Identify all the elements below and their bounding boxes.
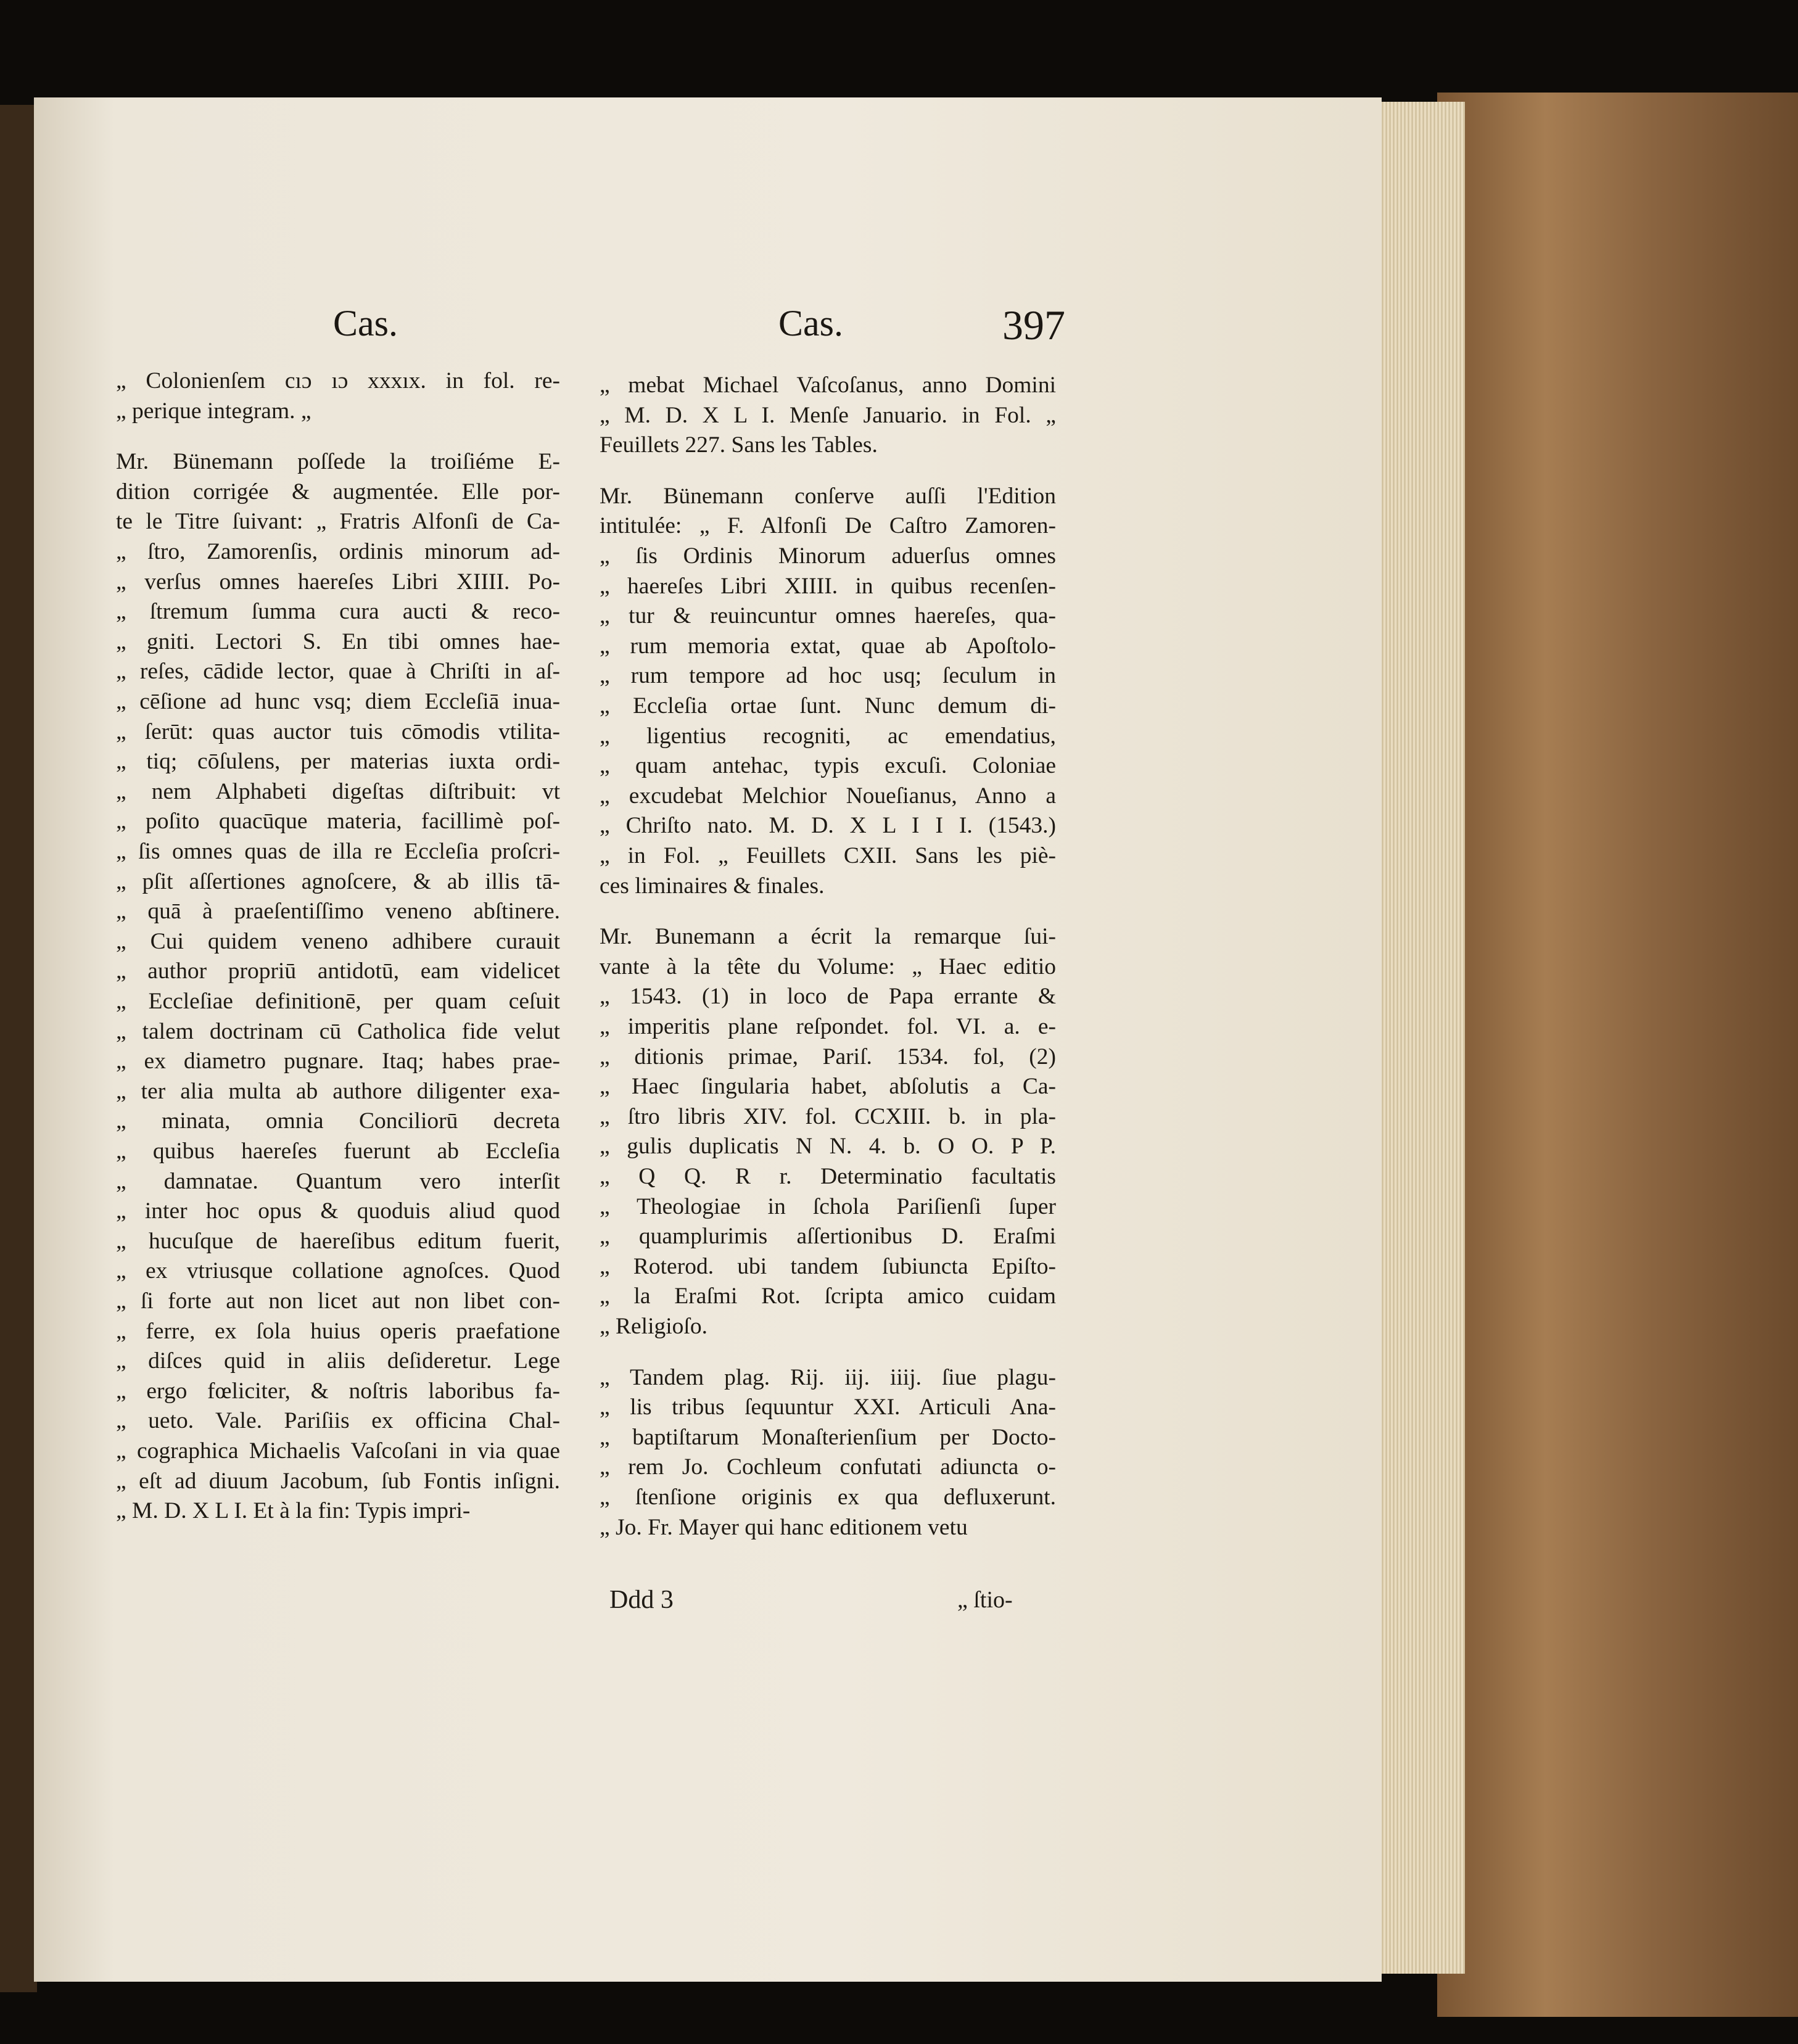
text-line: „ quā à praeſentiſſimo veneno abſtinere. (116, 899, 560, 925)
text-line: „ hucuſque de haereſibus editum fuerit, (116, 1228, 560, 1254)
text-line: „ ſi forte aut non licet aut non libet con- (116, 1288, 560, 1314)
text-line: „ lis tribus ſequuntur XXI. Articuli Ana- (600, 1395, 1056, 1420)
text-line: „ ex diametro pugnare. Itaq; habes prae- (116, 1049, 560, 1074)
text-line: „ baptiſtarum Monaſterienſium per Docto- (600, 1424, 1056, 1450)
text-line: „ excudebat Melchior Noueſianus, Anno a (600, 783, 1056, 809)
text-line: „ ſtro libris XIV. fol. CCXIII. b. in pla- (600, 1103, 1056, 1129)
text-line: „ tur & reuincuntur omnes haereſes, qua- (600, 603, 1056, 629)
text-line: Mr. Bünemann poſſede la troiſiéme E- (116, 449, 560, 475)
text-line: „ la Eraſmi Rot. ſcripta amico cuidam (600, 1284, 1056, 1309)
text-line: „ Colonienſem cıɔ ıɔ xxxıx. in fol. re- (116, 368, 560, 394)
text-line: „ ditionis primae, Pariſ. 1534. fol, (2) (600, 1044, 1056, 1069)
text-line: „ ueto. Vale. Pariſiis ex officina Chal- (116, 1408, 560, 1434)
text-line: „ Tandem plag. Rij. iij. iiij. ſiue plagu- (600, 1364, 1056, 1390)
text-line: „ ſis Ordinis Minorum aduerſus omnes (600, 543, 1056, 569)
text-line: „ inter hoc opus & quoduis aliud quod (116, 1198, 560, 1224)
text-line: „ quibus haereſes fuerunt ab Eccleſia (116, 1139, 560, 1164)
text-line: „ in Fol. „ Feuillets CXII. Sans les piè- (600, 843, 1056, 869)
text-line: „ haereſes Libri XIIII. in quibus recenſen- (600, 573, 1056, 599)
left-running-head: Cas. (333, 303, 398, 344)
text-line: „ ter alia multa ab authore diligenter exa- (116, 1078, 560, 1104)
text-line: „ Chriſto nato. M. D. X L I I I. (1543.) (600, 813, 1056, 839)
text-line: „ ſtremum ſumma cura aucti & reco- (116, 599, 560, 625)
text-line: te le Titre ſuivant: „ Fratris Alfonſi de Ca- (116, 509, 560, 535)
text-line: „ Theologiae in ſchola Pariſienſi ſuper (600, 1193, 1056, 1219)
text-line: „ Roterod. ubi tandem ſubiuncta Epiſto- (600, 1253, 1056, 1279)
text-line: „ Haec ſingularia habet, abſolutis a Ca- (600, 1074, 1056, 1100)
text-line: „ cographica Michaelis Vaſcoſani in via quae (116, 1438, 560, 1464)
signature-mark: Ddd 3 (609, 1586, 674, 1614)
text-line: „ gniti. Lectori S. En tibi omnes hae- (116, 628, 560, 654)
text-line: „ Jo. Fr. Mayer qui hanc editionem vetu (600, 1514, 968, 1540)
text-line: ces liminaires & finales. (600, 873, 825, 899)
text-line: „ Cui quidem veneno adhibere curauit (116, 928, 560, 954)
text-line: „ Eccleſia ortae ſunt. Nunc demum di- (600, 693, 1056, 719)
left-page-edge (0, 105, 37, 1992)
text-line: „ Q Q. R r. Determinatio facultatis (600, 1164, 1056, 1190)
text-line: „ talem doctrinam cū Catholica fide velut (116, 1018, 560, 1044)
text-line: „ ferre, ex ſola huius operis praefatione (116, 1318, 560, 1344)
text-line: intitulée: „ F. Alfonſi De Caſtro Zamoren- (600, 513, 1056, 539)
text-line: „ cēſione ad hunc vsq; diem Eccleſiā inua- (116, 689, 560, 715)
text-line: „ Eccleſiae definitionē, per quam ceſuit (116, 989, 560, 1015)
text-line: „ poſito quacūque materia, facillimè poſ- (116, 809, 560, 834)
text-line: „ quam antehac, typis excuſi. Coloniae (600, 753, 1056, 779)
text-line: „ 1543. (1) in loco de Papa errante & (600, 984, 1056, 1010)
text-line: „ M. D. X L I. Et à la fin: Typis impri- (116, 1498, 471, 1524)
text-line: „ perique integram. „ (116, 398, 311, 424)
right-running-head: Cas. (778, 303, 843, 344)
text-line: „ mebat Michael Vaſcoſanus, anno Domini (600, 373, 1056, 398)
text-line: „ damnatae. Quantum vero interſit (116, 1168, 560, 1194)
text-line: „ rum memoria extat, quae ab Apoſtolo- (600, 633, 1056, 659)
text-line: „ rum tempore ad hoc usq; ſeculum in (600, 663, 1056, 689)
text-line: „ pſit aſſertiones agnoſcere, & ab illis tā- (116, 868, 560, 894)
text-line: „ ligentius recogniti, ac emendatius, (600, 723, 1056, 749)
text-line: Mr. Bunemann a écrit la remarque ſui- (600, 924, 1056, 950)
text-line: dition corrigée & augmentée. Elle por- (116, 479, 560, 505)
text-line: „ quamplurimis aſſertionibus D. Eraſmi (600, 1224, 1056, 1250)
text-line: „ diſces quid in aliis deſideretur. Lege (116, 1348, 560, 1374)
text-line: „ tiq; cōſulens, per materias iuxta ordi- (116, 749, 560, 775)
text-line: „ reſes, cādide lector, quae à Chriſti in aſ- (116, 659, 560, 685)
text-line: „ ſerūt: quas auctor tuis cōmodis vtilita- (116, 719, 560, 744)
text-line: „ rem Jo. Cochleum confutati adiuncta o- (600, 1454, 1056, 1480)
text-line: „ ſis omnes quas de illa re Eccleſia proſcri- (116, 839, 560, 865)
book-cover-edge (1437, 93, 1798, 2017)
page-stack-edges (1372, 102, 1465, 1974)
text-line: „ minata, omnia Conciliorū decreta (116, 1108, 560, 1134)
text-line: „ verſus omnes haereſes Libri XIIII. Po- (116, 569, 560, 595)
text-line: „ ergo fœliciter, & noſtris laboribus fa- (116, 1378, 560, 1404)
text-line: „ ſtro, Zamorenſis, ordinis minorum ad- (116, 539, 560, 565)
text-line: vante à la tête du Volume: „ Haec editio (600, 954, 1056, 979)
text-line: Feuillets 227. Sans les Tables. (600, 432, 878, 458)
catchword: „ ſtio- (957, 1587, 1013, 1613)
text-line: „ ex vtriusque collatione agnoſces. Quod (116, 1258, 560, 1284)
text-line: „ imperitis plane reſpondet. fol. VI. a. e- (600, 1014, 1056, 1040)
page-number: 397 (1002, 302, 1065, 348)
text-line: „ ſtenſione originis ex qua defluxerunt. (600, 1485, 1056, 1510)
text-line: Mr. Bünemann conſerve auſſi l'Edition (600, 483, 1056, 509)
text-line: „ author propriū antidotū, eam videlicet (116, 958, 560, 984)
text-line: „ gulis duplicatis N N. 4. b. O O. P P. (600, 1134, 1056, 1160)
text-line: „ nem Alphabeti digeſtas diſtribuit: vt (116, 778, 560, 804)
text-line: „ eſt ad diuum Jacobum, ſub Fontis inſigni. (116, 1468, 560, 1494)
text-line: „ M. D. X L I. Menſe Januario. in Fol. „ (600, 402, 1056, 428)
text-line: „ Religioſo. (600, 1314, 707, 1340)
